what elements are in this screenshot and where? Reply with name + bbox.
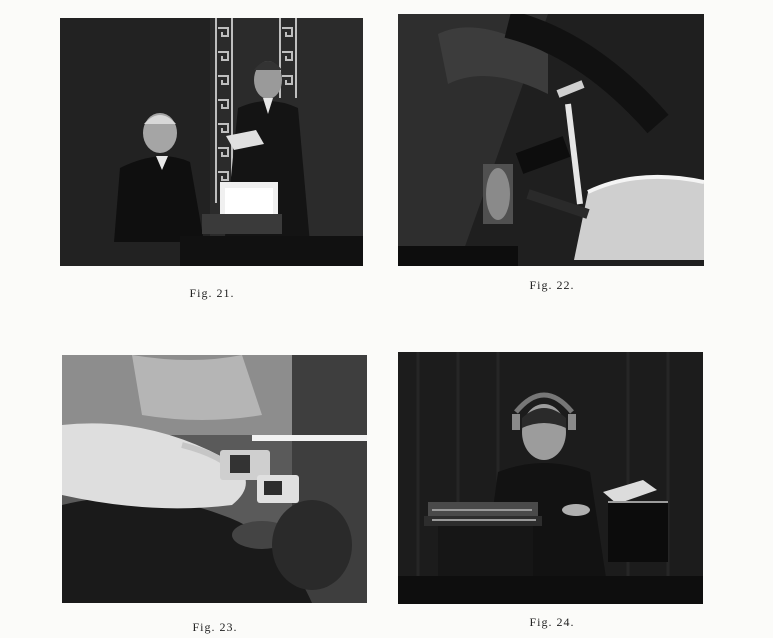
figure-24-caption: Fig. 24. xyxy=(529,615,575,629)
figure-24-photo xyxy=(398,352,703,604)
dictation-scene-image xyxy=(60,18,363,266)
figure-22-caption: Fig. 22. xyxy=(529,278,575,292)
figure-23-caption: Fig. 23. xyxy=(192,620,238,634)
hand-device-image xyxy=(62,355,367,603)
figure-23-photo xyxy=(62,355,367,603)
figure-21-caption: Fig. 21. xyxy=(189,286,235,300)
figure-21-photo xyxy=(60,18,363,266)
typist-headphones-image xyxy=(398,352,703,604)
phonograph-mechanism-image xyxy=(398,14,704,266)
figure-22-photo xyxy=(398,14,704,266)
